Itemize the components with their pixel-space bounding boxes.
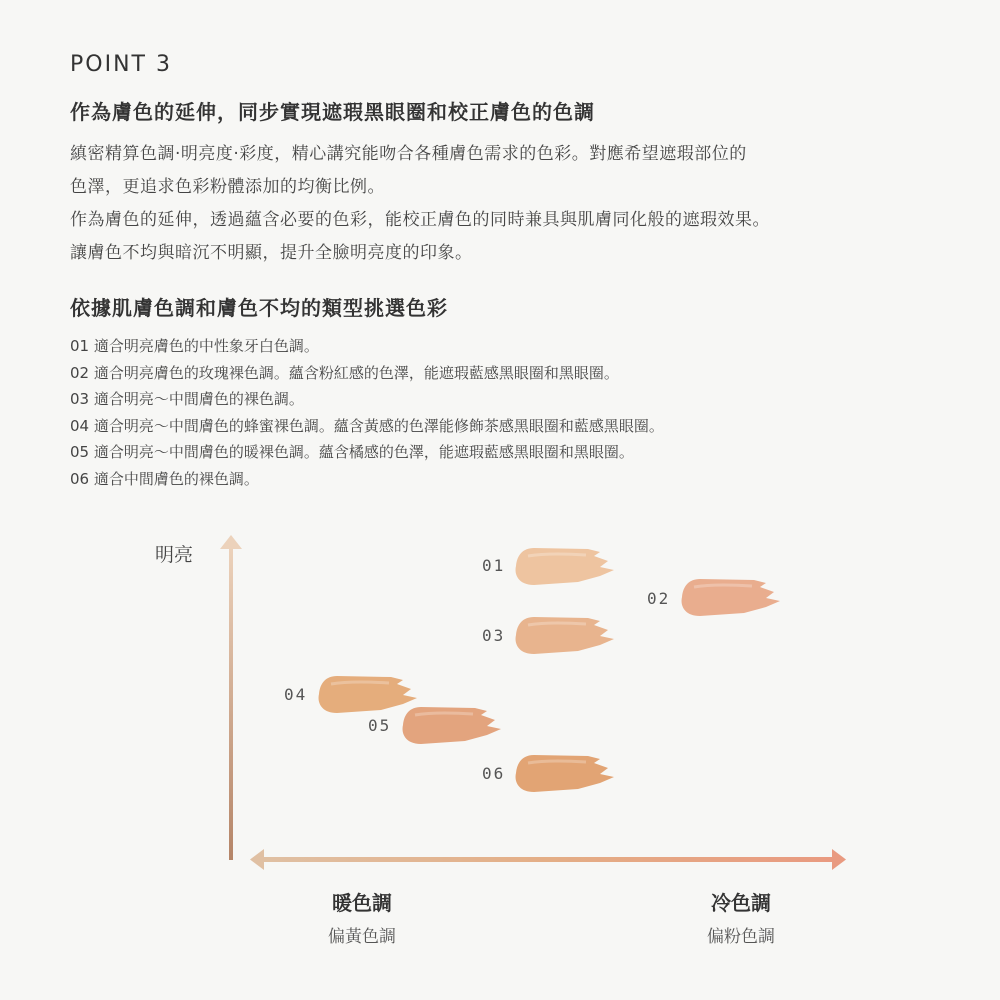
x-axis-left-title: 暖色調 [332,891,392,915]
shade-item: 03 適合明亮～中間膚色的裸色調。 [70,390,304,408]
shade-item: 05 適合明亮～中間膚色的暖裸色調。蘊含橘感的色澤，能遮瑕藍感黑眼圈和黑眼圈。 [70,443,634,461]
y-axis-label: 明亮 [155,544,194,566]
shade-item: 04 適合明亮～中間膚色的蜂蜜裸色調。蘊含黃感的色澤能修飾茶感黑眼圈和藍感黑眼圈。 [70,416,664,435]
x-axis-left-subtitle: 偏黃色調 [328,927,396,947]
description-line: 作為膚色的延伸，透過蘊含必要的色彩，能校正膚色的同時兼具與肌膚同化般的遮瑕效果。 [70,210,770,230]
shade-item: 06 適合中間膚色的裸色調。 [70,469,259,488]
y-axis-line [229,546,233,860]
x-axis-right-title: 冷色調 [711,891,771,915]
description-line: 色澤，更追求色彩粉體添加的均衡比例。 [70,177,385,197]
description-line: 讓膚色不均與暗沉不明顯，提升全臉明亮度的印象。 [70,243,473,263]
shade-item: 01 適合明亮膚色的中性象牙白色調。 [70,337,319,355]
shade-guide-heading: 依據肌膚色調和膚色不均的類型挑選色彩 [70,296,448,320]
x-axis-arrow-left [250,849,264,870]
swatch-label-05: 05 [368,716,392,735]
y-axis-arrow [220,535,242,549]
x-axis-right-subtitle: 偏粉色調 [707,927,775,947]
swatch-label-06: 06 [482,764,506,783]
section-heading: 作為膚色的延伸，同步實現遮瑕黑眼圈和校正膚色的色調 [70,100,595,124]
x-axis-line [262,857,834,862]
shade-item: 02 適合明亮膚色的玫瑰裸色調。蘊含粉紅感的色澤，能遮瑕藍感黑眼圈和黑眼圈。 [70,363,619,382]
swatch-label-02: 02 [647,589,671,608]
description-line: 縝密精算色調·明亮度·彩度，精心講究能吻合各種膚色需求的色彩。對應希望遮瑕部位的 [70,144,747,164]
swatch-label-01: 01 [482,556,506,575]
swatch-label-03: 03 [482,626,506,645]
x-axis-arrow-right [832,849,846,870]
swatch-label-04: 04 [284,685,308,704]
section-label: POINT 3 [70,52,172,77]
